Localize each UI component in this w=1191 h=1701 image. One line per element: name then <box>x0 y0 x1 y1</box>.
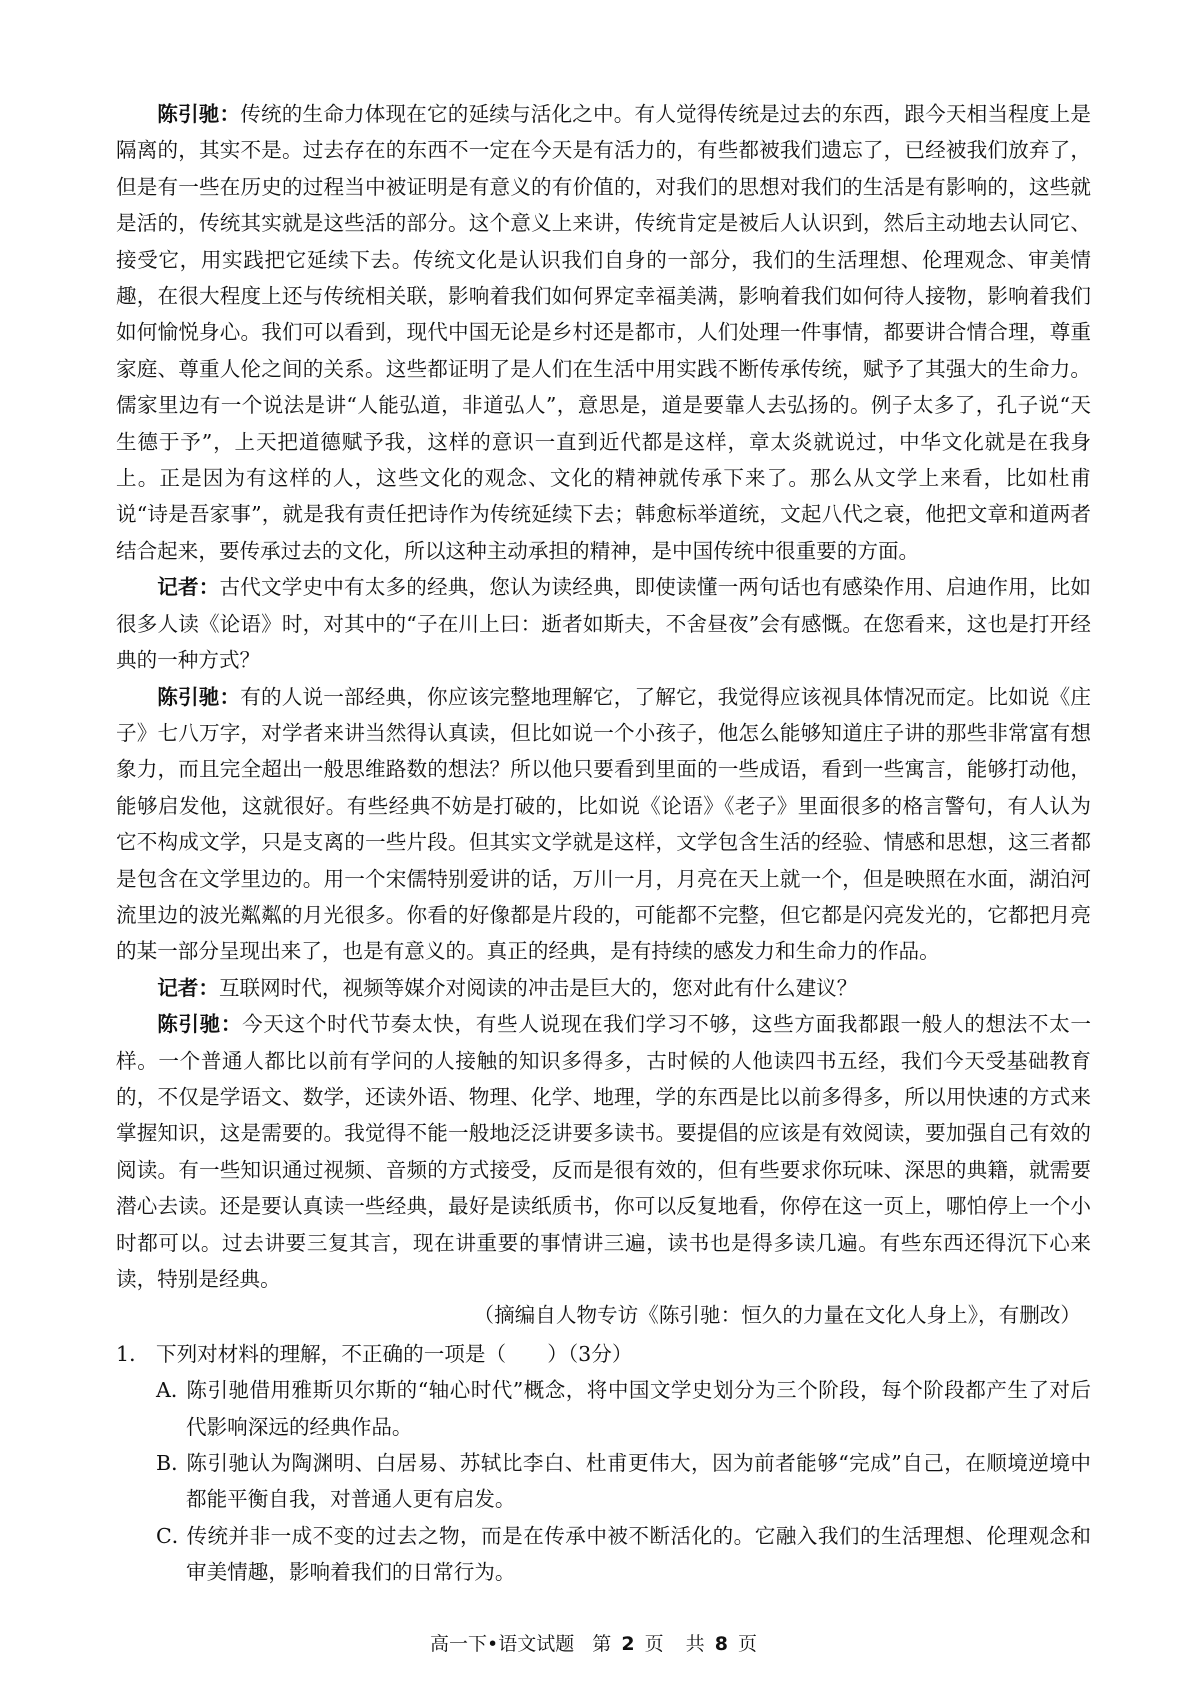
paragraph-5 <box>116 1006 1091 1297</box>
option-letter: B． <box>156 1451 192 1476</box>
paragraph-text: 古代文学史中有太多的经典，您认为读经典，即使读懂一两句话也有感染作用、启迪作用，比如很多人读《论语》时，对其中的“子在川上曰：逝者如斯夫，不舍昼夜”会有感慨。在您看来，这也是打开经典的一种方式？ <box>116 575 1091 673</box>
paragraph-text: 今天这个时代节奏太快，有些人说现在我们学习不够，这些方面我都跟一般人的想法不太一样。一个普通人都比以前有学问的人接触的知识多得多，古时候的人他读四书五经，我们今天受基础教育的，不仅是学语文、数学，还读外语、物理、化学、地理，学的东西是比以前多得多，所以用快速的方式来掌握知识，这是需要的。我觉得不能一般地泛泛讲要多读书。要提倡的应该是有效阅读，要加强自己有效的阅读。有一些知识通过视频、音频的方式接受，反而是很有效的，但有些要求你玩味、深思的典籍，就需要潜心去读。还是要认真读一些经典，最好是读纸质书，你可以反复地看，你停在这一页上，哪怕停上一个小时都可以。过去讲要三复其言，现在讲重要的事情讲三遍，读书也是得多读几遍。有些东西还得沉下心来读，特别是经典。 <box>116 1012 1091 1291</box>
speaker-label: 记者： <box>157 975 219 1000</box>
footer-total: 共 8 页 <box>685 1633 758 1655</box>
option-text: 陈引驰借用雅斯贝尔斯的“轴心时代”概念，将中国文学史划分为三个阶段，每个阶段都产生了对后代影响深远的经典作品。 <box>186 1378 1091 1439</box>
paragraph-3 <box>116 679 1091 970</box>
paragraph-text: 互联网时代，视频等媒介对阅读的冲击是巨大的，您对此有什么建议？ <box>218 975 858 1000</box>
paragraph-text: 传统的生命力体现在它的延续与活化之中。有人觉得传统是过去的东西，跟今天相当程度上是隔离的，其实不是。过去存在的东西不一定在今天是有活力的，有些都被我们遗忘了，已经被我们放弃了，但是有一些在历史的过程当中被证明是有意义的有价值的，对我们的思想对我们的生活是有影响的，这些就是活的，传统其实就是这些活的部分。这个意义上来讲，传统肯定是被后人认识到，然后主动地去认同它、接受它，用实践把它延续下去。传统文化是认识我们自身的一部分，我们的生活理想、伦理观念、审美情趣，在很大程度上还与传统相关联，影响着我们如何界定幸福美满，影响着我们如何待人接物，影响着我们如何愉悦身心。我们可以看到，现代中国无论是乡村还是都市，人们处理一件事情，都要讲合情合理，尊重家庭、尊重人伦之间的关系。这些都证明了是人们在生活中用实践不断传承传统，赋予了其强大的生命力。儒家里边有一个说法是讲“人能弘道，非道弘人”，意思是，道是要靠人去弘扬的。例子太多了，孔子说“天生德于予”，上天把道德赋予我，这样的意识一直到近代都是这样，章太炎就说过，中华文化就是在我身上。正是因为有这样的人，这些文化的观念、文化的精神就传承下来了。那么从文学上来看，比如杜甫说“诗是吾家事”，就是我有责任把诗作为传统延续下去；韩愈标举道统，文起八代之衰，他把文章和道两者结合起来，要传承过去的文化，所以这种主动承担的精神，是中国传统中很重要的方面。 <box>116 102 1092 563</box>
total-pages: 8 <box>714 1633 728 1655</box>
source-citation: （摘编自人物专访《陈引驰：恒久的力量在文化人身上》，有删改） <box>473 1303 1081 1328</box>
footer-subject: 高一下•语文试题 <box>429 1633 575 1655</box>
option-letter: A． <box>156 1378 192 1403</box>
question-number: 1． <box>116 1341 150 1366</box>
option-text: 陈引驰认为陶渊明、白居易、苏轼比李白、杜甫更伟大，因为前者能够“完成”自己，在顺境逆境中都能平衡自我，对普通人更有启发。 <box>186 1451 1091 1512</box>
question-stem: 下列对材料的理解，不正确的一项是（ ）（3分） <box>156 1341 633 1366</box>
paragraph-4 <box>116 970 1091 1006</box>
speaker-label: 陈引驰： <box>157 684 241 709</box>
option-c <box>156 1518 1091 1591</box>
speaker-label: 陈引驰： <box>157 1012 243 1037</box>
page-number: 2 <box>621 1633 635 1655</box>
paragraph-2 <box>116 569 1091 678</box>
option-b <box>156 1445 1091 1518</box>
question-1 <box>116 1336 1091 1372</box>
speaker-label: 记者： <box>157 575 220 600</box>
option-letter: C． <box>156 1523 193 1548</box>
footer-page: 第 2 页 <box>592 1633 664 1655</box>
option-text: 传统并非一成不变的过去之物，而是在传承中被不断活化的。它融入我们的生活理想、伦理观念和审美情趣，影响着我们的日常行为。 <box>186 1523 1091 1585</box>
paragraph-1 <box>116 96 1091 569</box>
speaker-label: 陈引驰： <box>157 102 241 126</box>
page-footer <box>0 1629 1191 1656</box>
option-a <box>156 1372 1091 1445</box>
paragraph-text: 有的人说一部经典，你应该完整地理解它，了解它，我觉得应该视具体情况而定。比如说《庄子》七八万字，对学者来讲当然得认真读，但比如说一个小孩子，他怎么能够知道庄子讲的那些非常富有想象力，而且完全超出一般思维路数的想法？所以他只要看到里面的一些成语，看到一些寓言，能够打动他，能够启发他，这就很好。有些经典不妨是打破的，比如说《论语》《老子》里面很多的格言警句，有人认为它不构成文学，只是支离的一些片段。但其实文学就是这样，文学包含生活的经验、情感和思想，这三者都是包含在文学里边的。用一个宋儒特别爱讲的话，万川一月，月亮在天上就一个，但是映照在水面，湖泊河流里边的波光粼粼的月光很多。你看的好像都是片段的，可能都不完整，但它都是闪亮发光的，它都把月亮的某一部分呈现出来了，也是有意义的。真正的经典，是有持续的感发力和生命力的作品。 <box>116 684 1092 964</box>
article-body <box>116 96 1091 1591</box>
